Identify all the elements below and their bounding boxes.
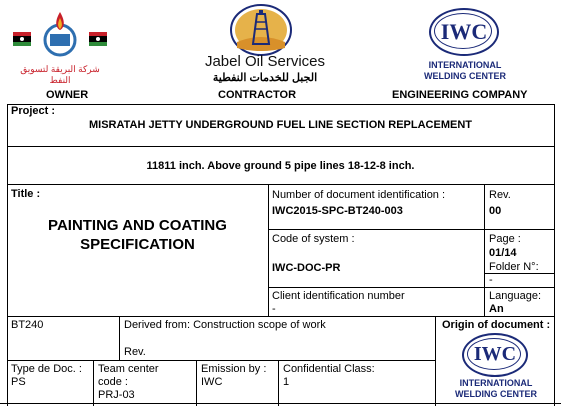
owner-logo <box>10 8 110 86</box>
iwc-caption-line1: INTERNATIONAL <box>428 60 502 70</box>
origin-iwc-logo <box>448 333 544 403</box>
contractor-logo <box>195 4 335 86</box>
iwc-emblem-icon <box>462 333 528 377</box>
code-value: IWC-DOC-PR <box>272 262 341 274</box>
doc-type-value: PS <box>11 376 26 388</box>
brega-flame-icon <box>10 8 110 63</box>
iwc-emblem-icon <box>429 8 499 56</box>
rev-label: Rev. <box>489 189 511 201</box>
engineering-label: ENGINEERING COMPANY <box>392 89 528 101</box>
rev-value: 00 <box>489 205 502 217</box>
iwc-letters: IWC <box>440 19 488 44</box>
origin-label: Origin of document : <box>442 319 551 331</box>
iwc-caption-line1: INTERNATIONAL <box>459 378 533 388</box>
project-subtitle: 11811 inch. Above ground 5 pipe lines 18-12-8 inch. <box>146 160 415 172</box>
owner-label: OWNER <box>46 89 89 101</box>
derived-from: Derived from: Construction scope of work <box>124 319 326 331</box>
project-label: Project : <box>11 105 56 117</box>
emission-value: IWC <box>201 376 223 388</box>
folder-value: - <box>489 274 493 286</box>
confidential-value: 1 <box>283 376 290 388</box>
project-title: MISRATAH JETTY UNDERGROUND FUEL LINE SECTION REPLACEMENT <box>89 119 472 131</box>
client-id-label: Client identification number <box>272 290 405 302</box>
contractor-label: CONTRACTOR <box>218 89 297 101</box>
bt-code: BT240 <box>11 319 44 331</box>
confidential-label: Confidential Class: <box>283 363 375 375</box>
emission-label: Emission by : <box>201 363 267 375</box>
contractor-logo-name: Jabel Oil Services <box>204 53 326 70</box>
page-value: 01/14 <box>489 247 517 259</box>
language-label: Language: <box>489 290 541 302</box>
language-value: An <box>489 303 504 315</box>
doc-title-line1: PAINTING AND COATING <box>48 217 227 234</box>
derived-rev-label: Rev. <box>124 346 146 358</box>
iwc-caption-line2: WELDING CENTER <box>424 71 506 81</box>
team-value: PRJ-03 <box>98 389 135 401</box>
doc-type-label: Type de Doc. : <box>11 363 82 375</box>
client-id-value: - <box>272 303 276 315</box>
folder-label: Folder N°: <box>489 261 539 273</box>
title-label: Title : <box>11 188 41 200</box>
owner-logo-arabic: شركة البريقة لتسويق النفط <box>20 64 100 85</box>
doc-title-line2: SPECIFICATION <box>80 236 195 253</box>
iwc-letters: IWC <box>473 343 517 365</box>
doc-id-label: Number of document identification : <box>272 189 446 201</box>
contractor-logo-arabic: الجبل للخدمات النفطية <box>212 72 318 84</box>
engineering-logo <box>415 8 515 88</box>
team-label: Team center <box>98 363 159 375</box>
code-label: Code of system : <box>272 233 355 245</box>
doc-id-value: IWC2015-SPC-BT240-003 <box>272 205 403 217</box>
team-label-2: code : <box>98 376 128 388</box>
page-label: Page : <box>489 233 521 245</box>
iwc-caption-line2: WELDING CENTER <box>455 389 537 399</box>
oil-derrick-icon <box>229 4 293 56</box>
